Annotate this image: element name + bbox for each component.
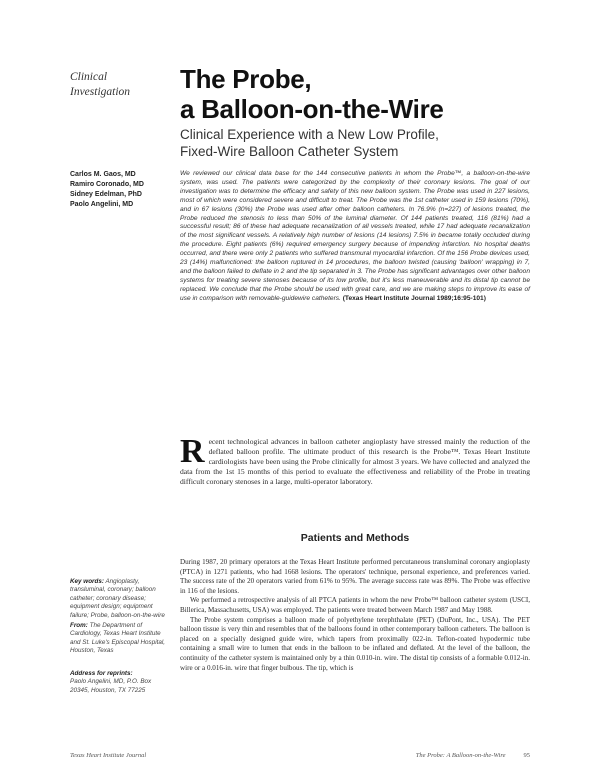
footer-running-title [380, 752, 530, 759]
reprint-address-label: Address for reprints: [70, 670, 133, 677]
keywords-note [70, 578, 165, 620]
subtitle-line-1: Clinical Experience with a New Low Profile, [180, 127, 439, 142]
methods-paragraph: During 1987, 20 primary operators at the Texas Heart Institute performed percutaneous transluminal coronary angioplasty (PTCA) in 1271 patients, who had 1668 lesions. The operators' technique, personal experience, and preferences varied. The success rate of the 20 operators varied from 61% to 95%. The average success rate was 89%. The Probe was effective in 116 of the lesions. [180, 558, 530, 595]
section-heading: Patients and Methods [300, 532, 410, 544]
page-number: 95 [523, 752, 530, 759]
footer-journal-name: Texas Heart Institute Journal [70, 752, 147, 759]
introduction [180, 433, 530, 487]
drop-cap: R [180, 433, 205, 470]
journal-citation: (Texas Heart Institute Journal 1989;16:95-101) [342, 294, 486, 302]
title-line-2: a Balloon-on-the-Wire [180, 94, 444, 124]
affiliation-note [70, 622, 165, 656]
author-name: Ramiro Coronado, MD [70, 181, 144, 188]
author-name: Paolo Angelini, MD [70, 201, 134, 208]
affiliation-label: From: [70, 622, 88, 629]
reprint-address-text: Paolo Angelini, MD, P.O. Box 20345, Houston, TX 77225 [70, 678, 152, 694]
reprint-address-note [70, 670, 165, 695]
abstract-text: We reviewed our clinical data base for the 144 consecutive patients in whom the Probe™, a balloon-on-the-wire system, was used. The patients were categorized by the complexity of their coronary lesions. The goal of our investigation was to determine the efficacy and safety of this new balloon system. The Probe was used in 227 lesions, most of which were considered severe and difficult to treat. The Probe was the 1st catheter used in 159 lesions (70%), and in 67 lesions (30%) the Probe was used after other balloon catheters. In 76.9% (n=227) of lesions treated, the Probe reduced the stenosis to less than 50% of the luminal diameter. Of 144 patients treated, 116 (81%) had a successful result; 86 of these had adequate recanalization of all vessels treated, while 17 had adequate recanalization of the most significant vessels. A relatively high number of lesions (14 lesions) 7.5% in became totally occluded during the procedure. Eight patients (6%) required emergency surgery because of impending infarction. No hospital deaths occurred, and there were only 2 patients who suffered transmural myocardial infarction. Of the 156 Probe devices used, 23 (14%) malfunctioned: the balloon ruptured in 14 procedures, the balloon twisted (causing 'balloon' wrapping) in 7, and the balloon failed to deflate in 2 and the tip separated in 3. The Probe has significant advantages over other balloon systems for treating severe stenoses because of its low profile, but it's less maneuverable and its distal tip cannot be replaced. We conclude that the Probe should be used with great care, and we are making steps to improve its ease of use in comparison with removable-guidewire catheters. [180, 170, 530, 302]
affiliation-text: The Department of Cardiology, Texas Heart Institute and St. Luke's Episcopal Hospital, Houston, Texas [70, 622, 166, 655]
article-subtitle [180, 126, 540, 160]
keywords-text: Angioplasty, transluminal, coronary; balloon catheter; coronary disease; equipment design; equipment failure; Probe, balloon-on-the-wire [70, 578, 165, 619]
methods-paragraph: We performed a retrospective analysis of all PTCA patients in whom the new Probe™ balloon catheter system (USCI, Billerica, Massachusetts, USA) was employed. The patients were treated between March 1987 and May 1988. [180, 596, 530, 614]
subtitle-line-2: Fixed-Wire Balloon Catheter System [180, 144, 399, 159]
author-list [70, 170, 180, 210]
section-label: Clinical Investigation [70, 71, 131, 98]
methods-paragraph: The Probe system comprises a balloon made of polyethylene terephthalate (PET) (DuPont, Inc., USA). The PET balloon tissue is very thin and resembles that of the balloons found in other contemporary balloon catheters. The balloon is placed on a specially designed guide wire, which tapers from proximally 022-in. Teflon-coated hypodermic tube containing a small wire to lumen that ends in the balloon to be inflated and deflated. At the level of the balloon, the continuity of the catheter system is maintained only by a thin 0.010-in. wire. The distal tip consists of a formable 0.012-in. wire or a 0.016-in. wire that finger bulbous. The tip, which is [180, 615, 530, 672]
keywords-label: Key words: [70, 578, 104, 585]
intro-text: ecent technological advances in balloon catheter angioplasty have stressed mainly the reduction of the deflated balloon profile. The ultimate product of this research is the Probe™. Texas Heart Institute cardiologists have been using the Probe clinically for almost 3 years. We have collected and analyzed the data from the 1st 15 months of this period to evaluate the effectiveness and reliability of the Probe in treating difficult coronary stenoses in a large, multi-operator laboratory. [180, 437, 530, 486]
author-name: Sidney Edelman, PhD [70, 191, 142, 198]
abstract [180, 170, 530, 304]
article-title [180, 64, 540, 124]
methods-body [180, 558, 530, 673]
title-line-1: The Probe, [180, 64, 312, 94]
author-name: Carlos M. Gaos, MD [70, 171, 136, 178]
running-title: The Probe: A Balloon-on-the-Wire [415, 752, 506, 759]
